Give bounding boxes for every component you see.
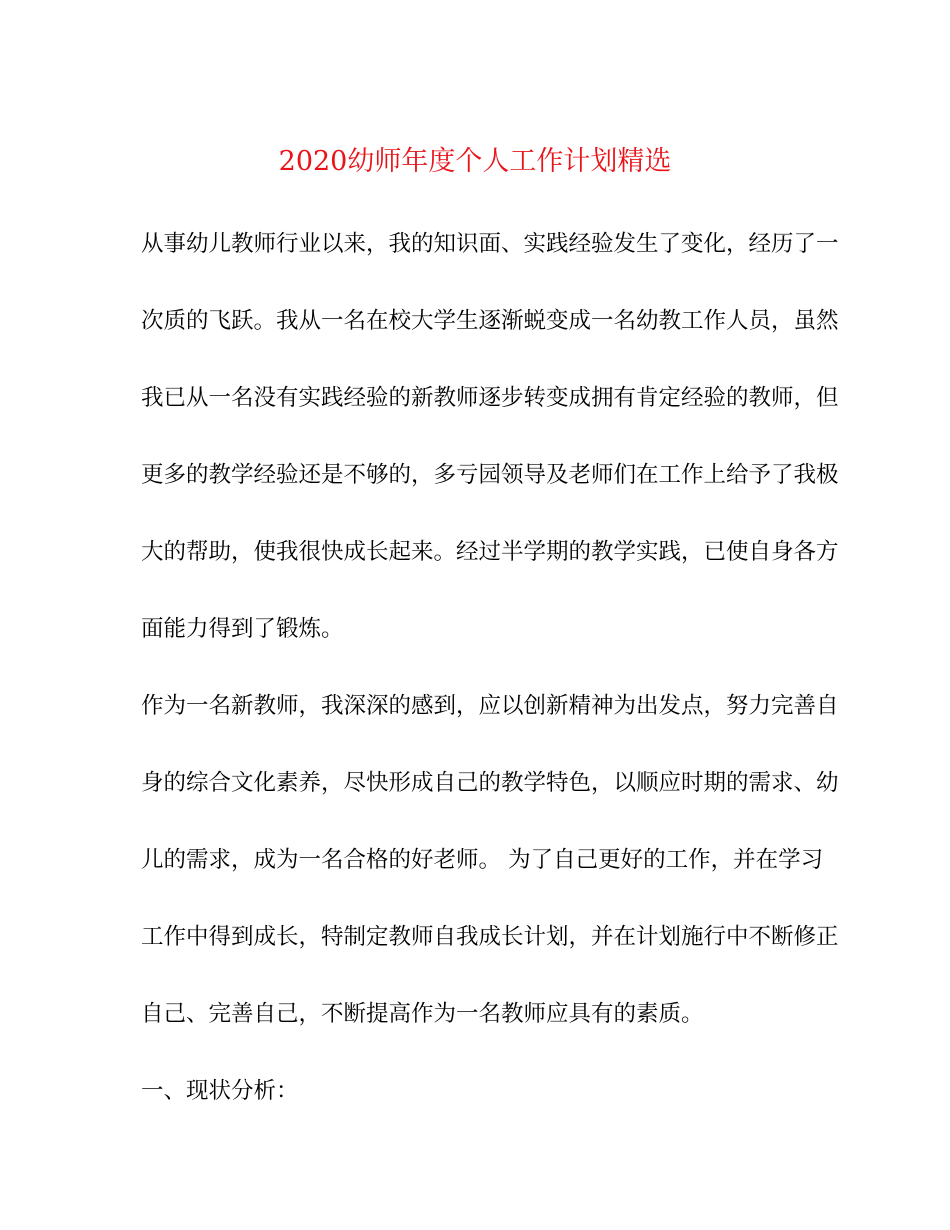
paragraph-line: 我已从一名没有实践经验的新教师逐步转变成拥有肯定经验的教师，但 xyxy=(141,385,839,411)
paragraph-line: 大的帮助，使我很快成长起来。经过半学期的教学实践，已使自身各方 xyxy=(141,539,839,565)
paragraph-line: 工作中得到成长，特制定教师自我成长计划，并在计划施行中不断修正 xyxy=(141,924,839,950)
paragraph-line: 面能力得到了锻炼。 xyxy=(141,616,344,642)
paragraph-line: 次质的飞跃。我从一名在校大学生逐渐蜕变成一名幼教工作人员，虽然 xyxy=(141,308,839,334)
paragraph-line: 自己、完善自己，不断提高作为一名教师应具有的素质。 xyxy=(141,1001,704,1027)
section-heading: 一、现状分析： xyxy=(141,1078,299,1104)
paragraph-line: 更多的教学经验还是不够的，多亏园领导及老师们在工作上给予了我极 xyxy=(141,462,839,488)
paragraph-line: 从事幼儿教师行业以来，我的知识面、实践经验发生了变化，经历了一 xyxy=(141,231,839,257)
document-title: 2020幼师年度个人工作计划精选 xyxy=(278,146,672,177)
paragraph-line: 身的综合文化素养，尽快形成自己的教学特色，以顺应时期的需求、幼 xyxy=(141,770,839,796)
paragraph-line: 作为一名新教师，我深深的感到，应以创新精神为出发点，努力完善自 xyxy=(141,693,839,719)
paragraph-line: 儿的需求，成为一名合格的好老师。 为了自己更好的工作，并在学习 xyxy=(141,847,824,873)
